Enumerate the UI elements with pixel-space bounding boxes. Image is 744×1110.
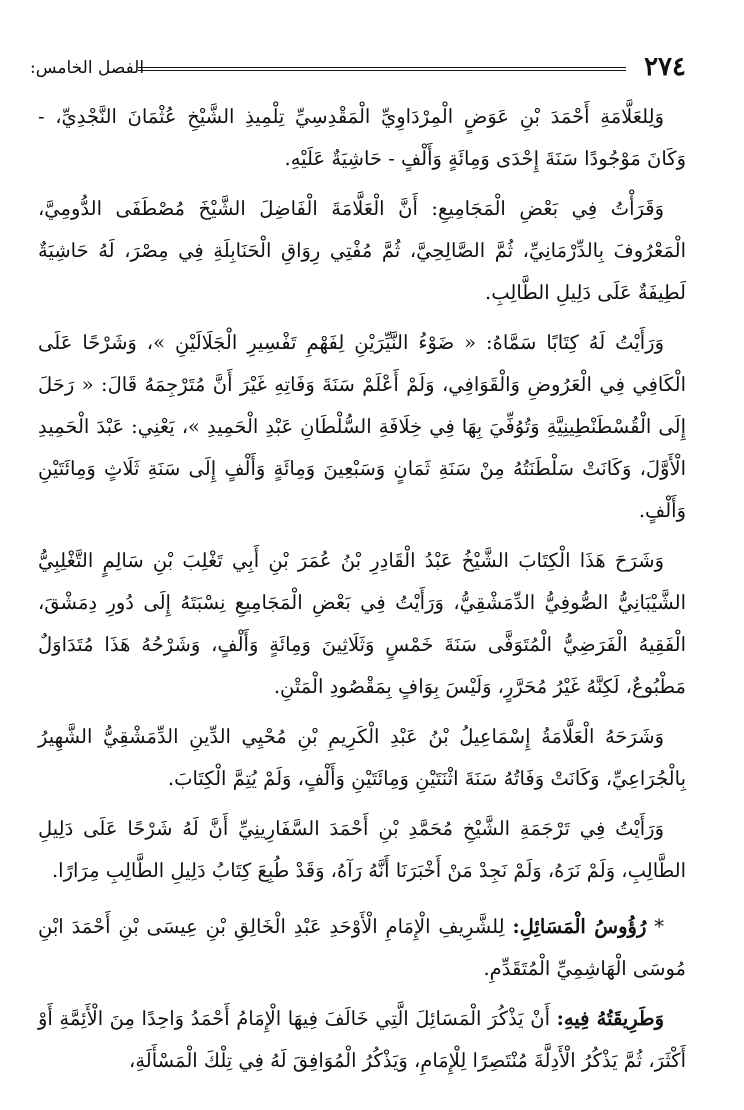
page-number: ٢٧٤ xyxy=(644,52,686,82)
method-heading: وَطَرِيقَتُهُ فِيهِ: xyxy=(556,1007,664,1030)
method-text: أَنْ يَذْكُرَ الْمَسَائِلَ الَّتِي خَالَفَ فِيهَا الْإِمَامُ أَحْمَدُ وَاحِدًا مِنَ الْأَئِمَّةِ أَوْ أَكْثَرَ، ثُمَّ يَذْكُرُ الْأَدِلَّةَ مُنْتَصِرًا لِلْإِمَامِ، وَيَذْكُرُ الْمُوَافِقَ لَهُ فِي تِلْكَ الْمَسْأَلَةِ، xyxy=(38,1007,686,1072)
paragraph: وَشَرَحَ هَذَا الْكِتَابَ الشَّيْخُ عَبْدُ الْقَادِرِ بْنُ عُمَرَ بْنِ أَبِي تَغْلِبَ بْنِ سَالِمٍ التَّغْلِبِيُّ الشَّيْبَانِيُّ الصُّوفِيُّ الدِّمَشْقِيُّ، وَرَأَيْتُ فِي بَعْضِ الْمَجَامِيعِ نِسْبَتَهُ إِلَى دُورِ دِمَشْقَ، الْفَقِيهُ الْفَرَضِيُّ الْمُتَوَفَّى سَنَةَ خَمْسٍ وَثَلَاثِينَ وَمِائَةٍ وَأَلْفٍ، وَشَرْحُهُ هَذَا مُتَدَاوَلٌ مَطْبُوعٌ، لَكِنَّهُ غَيْرُ مُحَرَّرٍ، وَلَيْسَ بِوَافٍ بِمَقْصُودِ الْمَتْنِ. xyxy=(38,549,686,698)
paragraph: وَرَأَيْتُ لَهُ كِتَابًا سَمَّاهُ: « ضَوْءُ النَّيِّرَيْنِ لِفَهْمِ تَفْسِيرِ الْجَلَالَيْنِ »، وَشَرْحًا عَلَى الْكَافِي فِي الْعَرُوضِ وَالْقَوَافِي، وَلَمْ أَعْلَمْ سَنَةَ وَفَاتِهِ غَيْرَ أَنَّ مُتَرْجِمَهُ قَالَ: « رَحَلَ إِلَى الْقُسْطَنْطِينِيَّةِ وَتُوُفِّيَ بِهَا فِي خِلَافَةِ السُّلْطَانِ عَبْدِ الْحَمِيدِ »، يَعْنِي: عَبْدَ الْحَمِيدِ الْأَوَّلَ، وَكَانَتْ سَلْطَنَتُهُ مِنْ سَنَةِ ثَمَانٍ وَسَبْعِينَ وَمِائَةٍ وَأَلْفٍ إِلَى سَنَةِ ثَلَاثٍ وَمِائَتَيْنِ وَأَلْفٍ. xyxy=(38,331,686,522)
paragraph: وَرَأَيْتُ فِي تَرْجَمَةِ الشَّيْخِ مُحَمَّدِ بْنِ أَحْمَدَ السَّفَارِينِيِّ أَنَّ لَهُ شَرْحًا عَلَى دَلِيلِ الطَّالِبِ، وَلَمْ نَرَهُ، وَلَمْ نَجِدْ مَنْ أَخْبَرَنَا أَنَّهُ رَآهُ، وَقَدْ طُبِعَ كِتَابُ دَلِيلِ الطَّالِبِ مِرَارًا. xyxy=(38,817,686,882)
chapter-title: الفصل الخامس: xyxy=(30,58,145,78)
paragraph: وَقَرَأْتُ فِي بَعْضِ الْمَجَامِيعِ: أَنَّ الْعَلَّامَةَ الْفَاضِلَ الشَّيْخَ مُصْطَفَى الدُّومِيَّ، الْمَعْرُوفَ بِالدِّرْمَانِيِّ، ثُمَّ الصَّالِحِيَّ، ثُمَّ مُفْتِي رِوَاقِ الْحَنَابِلَةِ فِي مِصْرَ، لَهُ حَاشِيَةٌ لَطِيفَةٌ عَلَى دَلِيلِ الطَّالِبِ. xyxy=(38,197,686,304)
method-paragraph xyxy=(38,998,686,1082)
page-body xyxy=(38,96,686,1090)
header-rule xyxy=(138,67,626,71)
entry-heading: رُؤُوسُ الْمَسَائِلِ: xyxy=(512,915,647,938)
entry-marker: * xyxy=(646,915,664,938)
paragraph: وَشَرَحَهُ الْعَلَّامَةُ إِسْمَاعِيلُ بْنُ عَبْدِ الْكَرِيمِ بْنِ مُحْيِي الدِّينِ الدِّمَشْقِيُّ الشَّهِيرُ بِالْجُرَاعِيِّ، وَكَانَتْ وَفَاتُهُ سَنَةَ اثْنَتَيْنِ وَمِائَتَيْنِ وَأَلْفٍ، وَلَمْ يُتِمَّ الْكِتَابَ. xyxy=(38,725,686,790)
paragraph: وَلِلعَلَّامَةِ أَحْمَدَ بْنِ عَوَضٍ الْمِرْدَاوِيِّ الْمَقْدِسِيِّ تِلْمِيذِ الشَّيْخِ عُثْمَانَ النَّجْدِيِّ، - وَكَانَ مَوْجُودًا سَنَةَ إِحْدَى وَمِائَةٍ وَأَلْفٍ - حَاشِيَةٌ عَلَيْهِ. xyxy=(38,105,686,170)
entry-text: لِلشَّرِيفِ الْإِمَامِ الْأَوْحَدِ عَبْدِ الْخَالِقِ بْنِ عِيسَى بْنِ أَحْمَدَ ابْنِ مُوسَى الْهَاشِمِيِّ الْمُتَقَدِّمِ. xyxy=(38,915,686,980)
book-entry xyxy=(38,906,686,990)
page-header xyxy=(30,52,686,84)
